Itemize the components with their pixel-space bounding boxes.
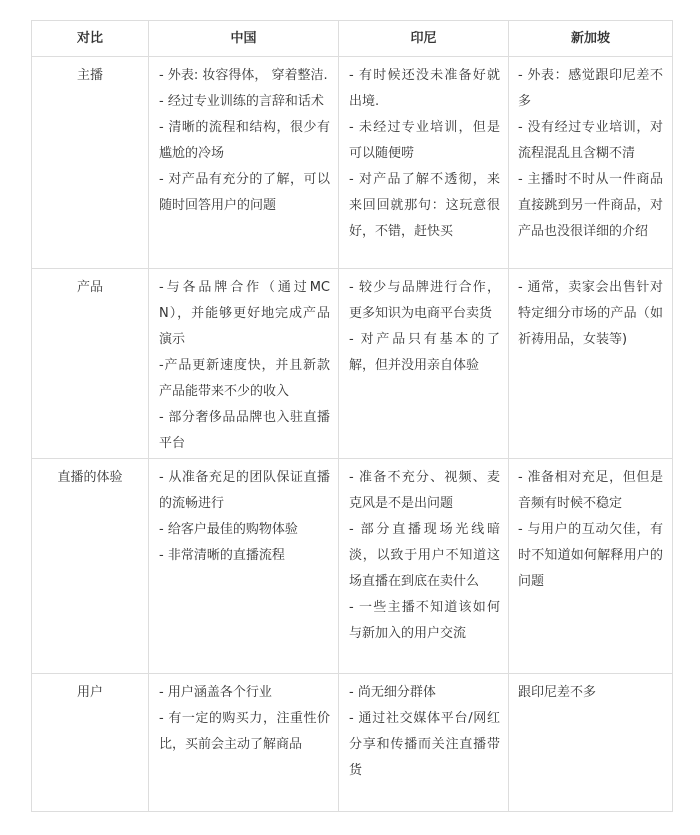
cell-users-singapore (509, 674, 673, 812)
cell-users-china (149, 674, 339, 812)
cell-product-china (149, 269, 339, 459)
table-header-row (32, 21, 673, 57)
cell-line: - 对产品了解不透彻，来来回回就那句：这玩意很好，不错，赶快买 (349, 172, 500, 239)
row-label-users: 用户 (32, 674, 149, 812)
cell-line: - 准备相对充足，但但是音频有时候不稳定 (518, 470, 663, 511)
row-label-product: 产品 (32, 269, 149, 459)
livestream-comparison-table (31, 20, 673, 812)
cell-line: - 尚无细分群体 (349, 685, 436, 700)
cell-line: - 与用户的互动欠佳，有时不知道如何解释用户的问题 (518, 522, 663, 589)
header-compare: 对比 (32, 21, 149, 57)
table-row-experience (32, 459, 673, 674)
cell-line: - 部分奢侈品品牌也入驻直播平台 (159, 410, 330, 451)
cell-line: -产品更新速度快，并且新款产品能带来不少的收入 (159, 358, 330, 399)
cell-line: - 通过社交媒体平台/网红分享和传播而关注直播带货 (349, 711, 500, 778)
table-row-product (32, 269, 673, 459)
cell-line: -与各品牌合作（通过MCN），并能够更好地完成产品演示 (159, 280, 330, 347)
cell-line: - 没有经过专业培训，对流程混乱且含糊不清 (518, 120, 663, 161)
table-row-users (32, 674, 673, 812)
row-label-experience: 直播的体验 (32, 459, 149, 674)
cell-line: - 经过专业训练的言辞和话术 (159, 94, 324, 109)
cell-host-china (149, 57, 339, 269)
cell-product-indonesia (339, 269, 509, 459)
cell-line: - 非常清晰的直播流程 (159, 548, 285, 563)
cell-line: - 通常，卖家会出售针对特定细分市场的产品（如祈祷用品，女装等) (518, 280, 663, 347)
table-row-host (32, 57, 673, 269)
cell-line: - 一些主播不知道该如何与新加入的用户交流 (349, 600, 500, 641)
cell-line: - 部分直播现场光线暗淡，以致于用户不知道这场直播在到底在卖什么 (349, 522, 500, 589)
cell-experience-china (149, 459, 339, 674)
cell-experience-singapore (509, 459, 673, 674)
cell-line: - 外表：感觉跟印尼差不多 (518, 68, 663, 109)
cell-line: - 较少与品牌进行合作，更多知识为电商平台卖货 (349, 280, 500, 321)
cell-line: - 有一定的购买力，注重性价比，买前会主动了解商品 (159, 711, 330, 752)
cell-line: - 未经过专业培训，但是可以随便唠 (349, 120, 500, 161)
cell-line: - 对产品只有基本的了解，但并没用亲自体验 (349, 332, 500, 373)
cell-line: - 准备不充分、视频、麦克风是不是出问题 (349, 470, 500, 511)
header-china: 中国 (149, 21, 339, 57)
cell-product-singapore (509, 269, 673, 459)
cell-line: - 清晰的流程和结构，很少有尴尬的冷场 (159, 120, 330, 161)
cell-users-indonesia (339, 674, 509, 812)
cell-host-indonesia (339, 57, 509, 269)
row-label-host: 主播 (32, 57, 149, 269)
cell-line: - 主播时不时从一件商品直接跳到另一件商品，对产品也没很详细的介绍 (518, 172, 663, 239)
cell-host-singapore (509, 57, 673, 269)
cell-line: - 用户涵盖各个行业 (159, 685, 272, 700)
comparison-table-wrapper (31, 20, 673, 812)
cell-line: - 有时候还没未准备好就出境. (349, 68, 500, 109)
cell-line: 跟印尼差不多 (518, 685, 597, 700)
cell-line: - 给客户最佳的购物体验 (159, 522, 298, 537)
cell-line: - 从准备充足的团队保证直播的流畅进行 (159, 470, 330, 511)
header-indonesia: 印尼 (339, 21, 509, 57)
cell-line: - 外表: 妆容得体， 穿着整洁. (159, 68, 328, 83)
cell-experience-indonesia (339, 459, 509, 674)
header-singapore: 新加坡 (509, 21, 673, 57)
cell-line: - 对产品有充分的了解，可以随时回答用户的问题 (159, 172, 330, 213)
